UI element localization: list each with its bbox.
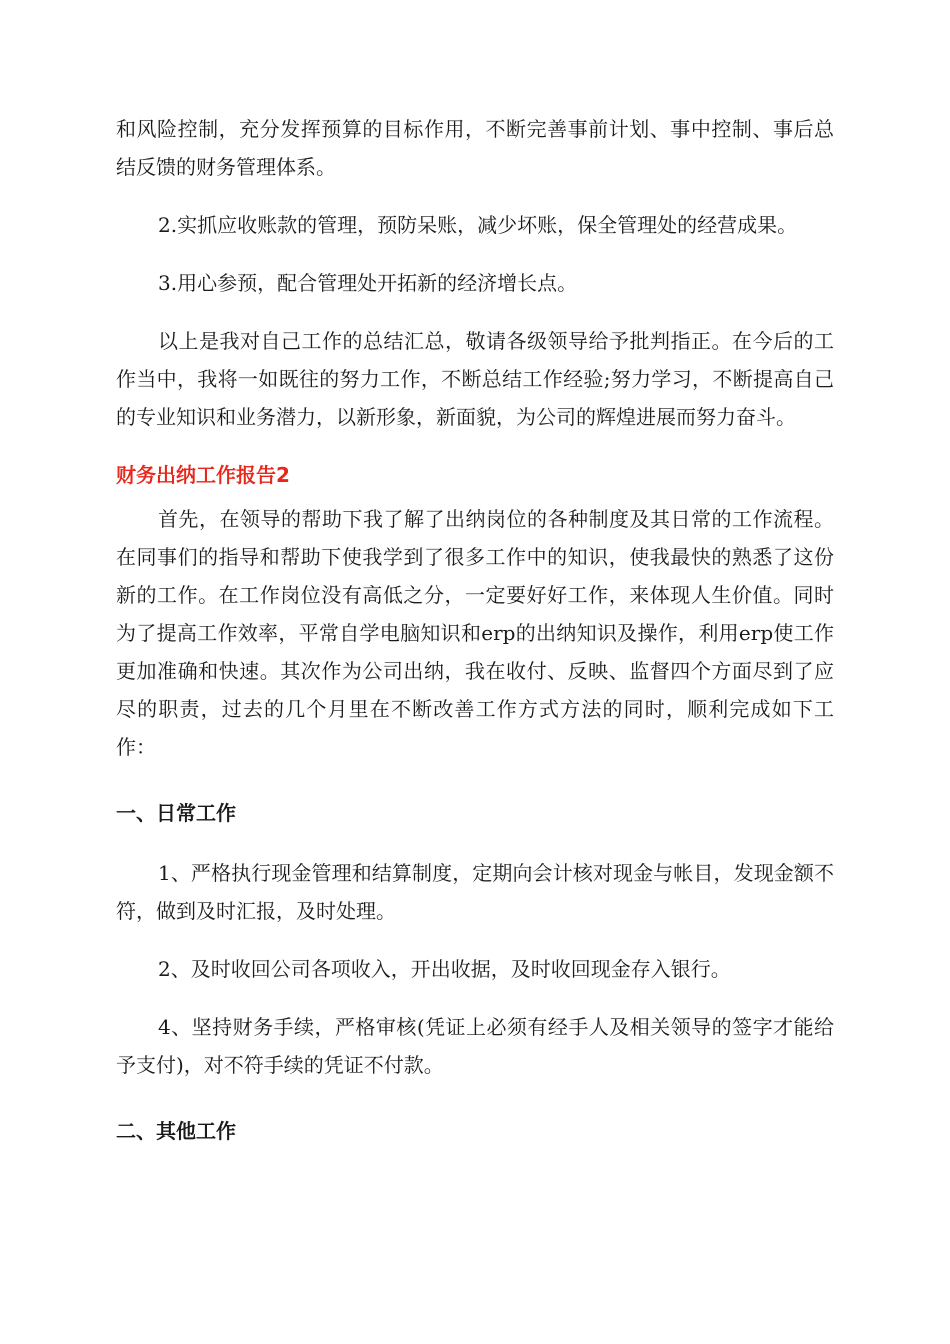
list-item: 1、严格执行现金管理和结算制度，定期向会计核对现金与帐目，发现金额不符，做到及时汇报，及时处理。 <box>116 861 834 923</box>
list-item: 4、坚持财务手续，严格审核(凭证上必须有经手人及相关领导的签字才能给予支付)，对不符手续的凭证不付款。 <box>116 1015 834 1077</box>
report-title: 财务出纳工作报告2 <box>116 463 290 487</box>
paragraph-growth: 3.用心参预，配合管理处开拓新的经济增长点。 <box>158 271 578 295</box>
paragraph-intro: 首先，在领导的帮助下我了解了出纳岗位的各种制度及其日常的工作流程。在同事们的指导和帮助下使我学到了很多工作中的知识，使我最快的熟悉了这份新的工作。在工作岗位没有高低之分，一定要好好工作，来体现人生价值。同时为了提高工作效率，平常自学电脑知识和erp的出纳知识及操作，利用erp使工作更加准确和快速。其次作为公司出纳，我在收付、反映、监督四个方面尽到了应尽的职责，过去的几个月里在不断改善工作方式方法的同时，顺利完成如下工作： <box>116 507 834 759</box>
list-item: 2、及时收回公司各项收入，开出收据，及时收回现金存入银行。 <box>158 957 731 981</box>
paragraph-receivables: 2.实抓应收账款的管理，预防呆账，减少坏账，保全管理处的经营成果。 <box>158 213 798 237</box>
document-body <box>116 110 834 1172</box>
section-heading-daily-work: 一、日常工作 <box>116 801 236 825</box>
section-heading-other-work: 二、其他工作 <box>116 1119 236 1143</box>
paragraph-continuation: 和风险控制，充分发挥预算的目标作用，不断完善事前计划、事中控制、事后总结反馈的财务管理体系。 <box>116 117 834 179</box>
paragraph-summary: 以上是我对自己工作的总结汇总，敬请各级领导给予批判指正。在今后的工作当中，我将一如既往的努力工作，不断总结工作经验;努力学习，不断提高自己的专业知识和业务潜力，以新形象，新面貌，为公司的辉煌进展而努力奋斗。 <box>116 329 834 429</box>
